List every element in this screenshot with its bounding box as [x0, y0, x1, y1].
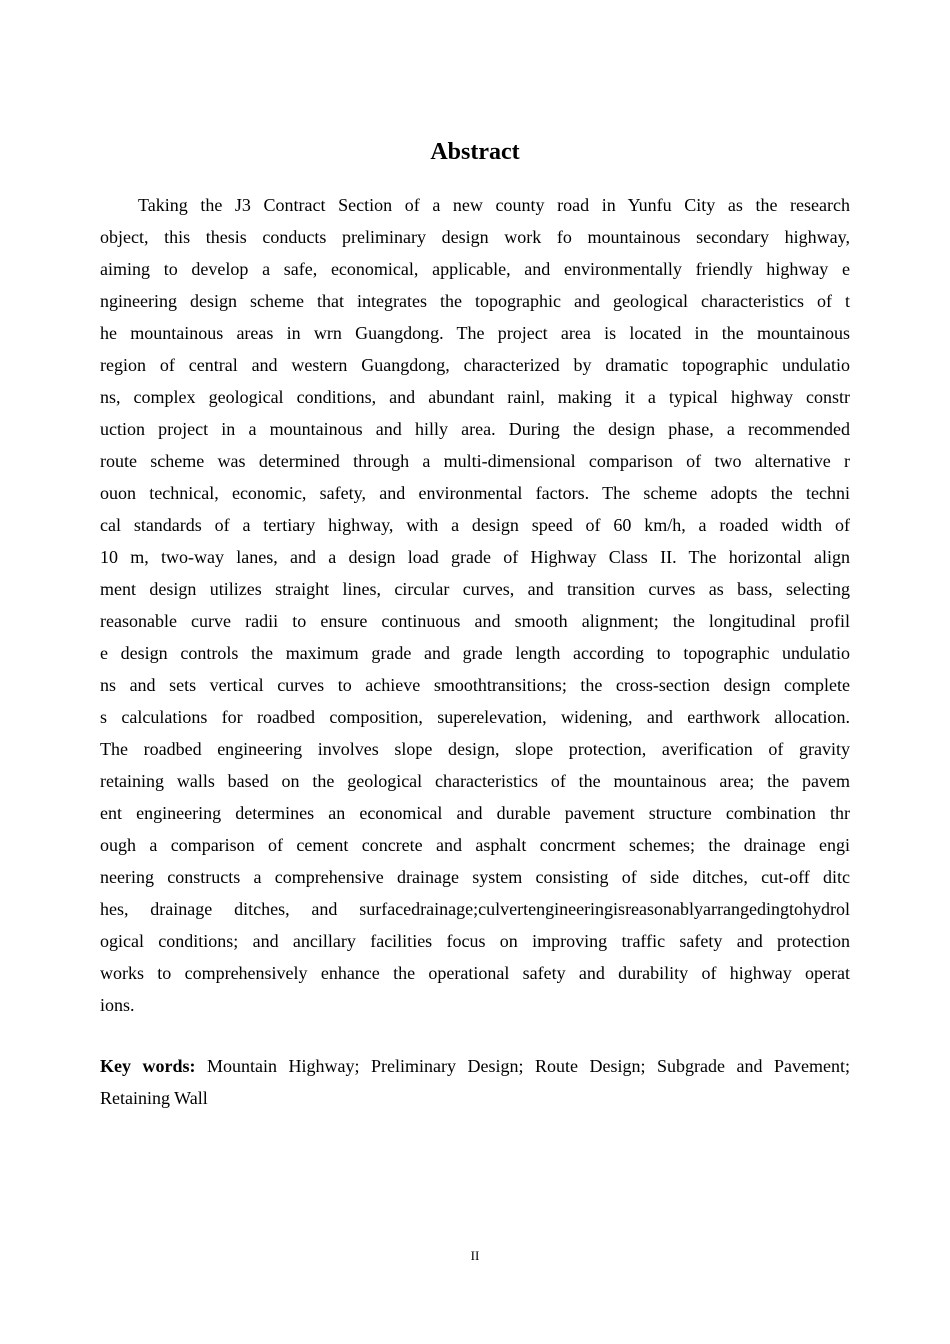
abstract-line: s calculations for roadbed composition, superelevation, widening, and earthwork allocation. [100, 707, 850, 727]
abstract-line: ions. [100, 995, 135, 1015]
page-number: II [470, 1248, 480, 1263]
abstract-line: cal standards of a tertiary highway, with a design speed of 60 km/h, a roaded width of [100, 515, 850, 535]
abstract-line: neering constructs a comprehensive drainage system consisting of side ditches, cut-off ditc [100, 867, 850, 887]
abstract-line: e design controls the maximum grade and grade length according to topographic undulatio [100, 643, 850, 663]
abstract-line: 10 m, two-way lanes, and a design load grade of Highway Class II. The horizontal align [100, 547, 850, 567]
abstract-line: Taking the J3 Contract Section of a new county road in Yunfu City as the research [138, 195, 850, 215]
abstract-line: The roadbed engineering involves slope design, slope protection, averification of gravity [100, 739, 850, 759]
abstract-line: reasonable curve radii to ensure continuous and smooth alignment; the longitudinal profil [100, 611, 850, 631]
abstract-line: hes, drainage ditches, and surfacedrainage;culvertengineeringisreasonablyarrangedingtohydrol [100, 899, 850, 919]
abstract-line: ouon technical, economic, safety, and environmental factors. The scheme adopts the techni [100, 483, 850, 503]
abstract-line: retaining walls based on the geological characteristics of the mountainous area; the pavem [100, 771, 850, 791]
keywords-line-continued: Retaining Wall [100, 1088, 208, 1108]
abstract-line: ment design utilizes straight lines, circular curves, and transition curves as bass, selecting [100, 579, 850, 599]
abstract-line: ns, complex geological conditions, and abundant rainl, making it a typical highway constr [100, 387, 850, 407]
abstract-line: ent engineering determines an economical and durable pavement structure combination thr [100, 803, 850, 823]
keywords-label: Key words: [100, 1056, 196, 1076]
abstract-line: ough a comparison of cement concrete and asphalt concrment schemes; the drainage engi [100, 835, 850, 855]
abstract-line: uction project in a mountainous and hilly area. During the design phase, a recommended [100, 419, 850, 439]
abstract-line: works to comprehensively enhance the operational safety and durability of highway operat [100, 963, 850, 983]
abstract-line: he mountainous areas in wrn Guangdong. The project area is located in the mountainous [100, 323, 850, 343]
abstract-line: ns and sets vertical curves to achieve smoothtransitions; the cross-section design complete [100, 675, 850, 695]
abstract-line: route scheme was determined through a multi-dimensional comparison of two alternative r [100, 451, 850, 471]
abstract-line: aiming to develop a safe, economical, applicable, and environmentally friendly highway e [100, 259, 850, 279]
keywords-line [100, 1050, 850, 1082]
abstract-line: ogical conditions; and ancillary facilities focus on improving traffic safety and protection [100, 931, 850, 951]
abstract-line: ngineering design scheme that integrates the topographic and geological characteristics of t [100, 291, 850, 311]
keywords-text: Mountain Highway; Preliminary Design; Route Design; Subgrade and Pavement; [195, 1056, 850, 1076]
abstract-body [100, 189, 850, 1021]
abstract-title: Abstract [430, 139, 520, 165]
keywords-section [100, 1050, 850, 1114]
abstract-line: object, this thesis conducts preliminary design work fo mountainous secondary highway, [100, 227, 850, 247]
abstract-line: region of central and western Guangdong, characterized by dramatic topographic undulatio [100, 355, 850, 375]
